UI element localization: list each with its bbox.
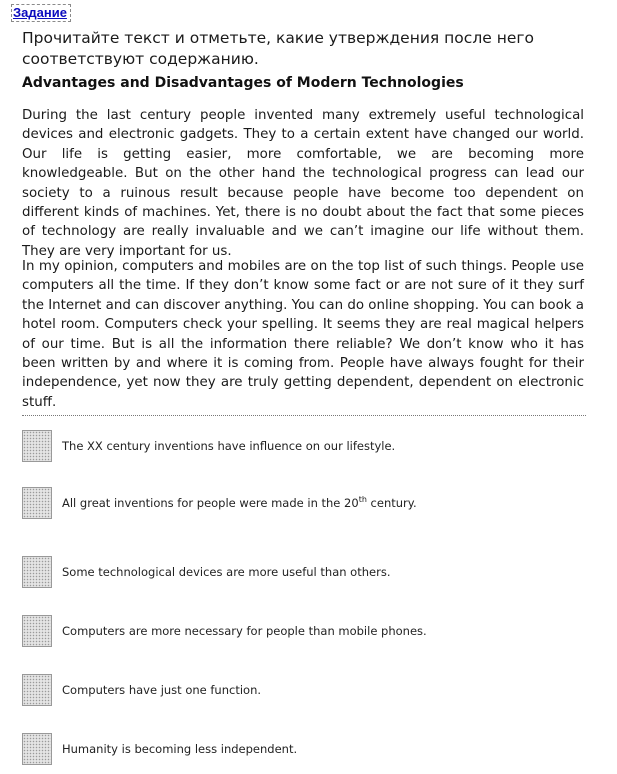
instruction-text: Прочитайте текст и отметьте, какие утверждения после него соответствуют содержанию.: [22, 29, 534, 68]
statement-text-3: Some technological devices are more useful than others.: [62, 565, 391, 579]
article-title: Advantages and Disadvantages of Modern Technologies: [22, 75, 464, 91]
task-label: Задание: [11, 4, 71, 22]
statement-text-2-before: All great inventions for people were made in the 20: [62, 496, 359, 510]
statement-text-2: [62, 496, 417, 510]
statement-item-4: [22, 615, 582, 651]
statement-item-6: [22, 733, 582, 769]
statement-text-2-sup: th: [358, 495, 367, 505]
paragraph-2: In my opinion, computers and mobiles are on the top list of such things. People use computers all the time. If they don’t know some fact or are not sure of it they surf the Internet and can discover anything. You can do online shopping. You can book a hotel room. Computers check your spelling. It seems they are real magical helpers of our time. But is all the information there reliable? We don’t know who it has been written by and where it is coming from. People have always fought for their independence, yet now they are truly getting dependent, dependent on electronic stuff.: [22, 259, 584, 410]
statement-item-2: [22, 487, 582, 523]
statement-text-6: Humanity is becoming less independent.: [62, 742, 298, 756]
statement-checkbox-2[interactable]: [22, 487, 52, 519]
statement-text-4: Computers are more necessary for people than mobile phones.: [62, 624, 427, 638]
statement-checkbox-5[interactable]: [22, 674, 52, 706]
statement-text-1: The XX century inventions have influence on our lifestyle.: [62, 439, 396, 453]
statement-text-5: Computers have just one function.: [62, 683, 262, 697]
statement-item-1: [22, 430, 582, 466]
statement-checkbox-4[interactable]: [22, 615, 52, 647]
statement-text-2-after: century.: [366, 496, 417, 510]
divider: [22, 415, 586, 416]
statement-checkbox-1[interactable]: [22, 430, 52, 462]
statement-checkbox-3[interactable]: [22, 556, 52, 588]
statement-item-3: [22, 556, 582, 592]
statement-item-5: [22, 674, 582, 710]
statement-checkbox-6[interactable]: [22, 733, 52, 765]
paragraph-1: During the last century people invented many extremely useful technological devices and electronic gadgets. They to a certain extent have changed our world. Our life is getting easier, more comfortable, we are becoming more knowledgeable. But on the other hand the technological progress can lead our society to a ruinous result because people have become too dependent on different kinds of machines. Yet, there is no doubt about the fact that some pieces of technology are really invaluable and we can’t imagine our life without them. They are very important for us.: [22, 108, 584, 259]
